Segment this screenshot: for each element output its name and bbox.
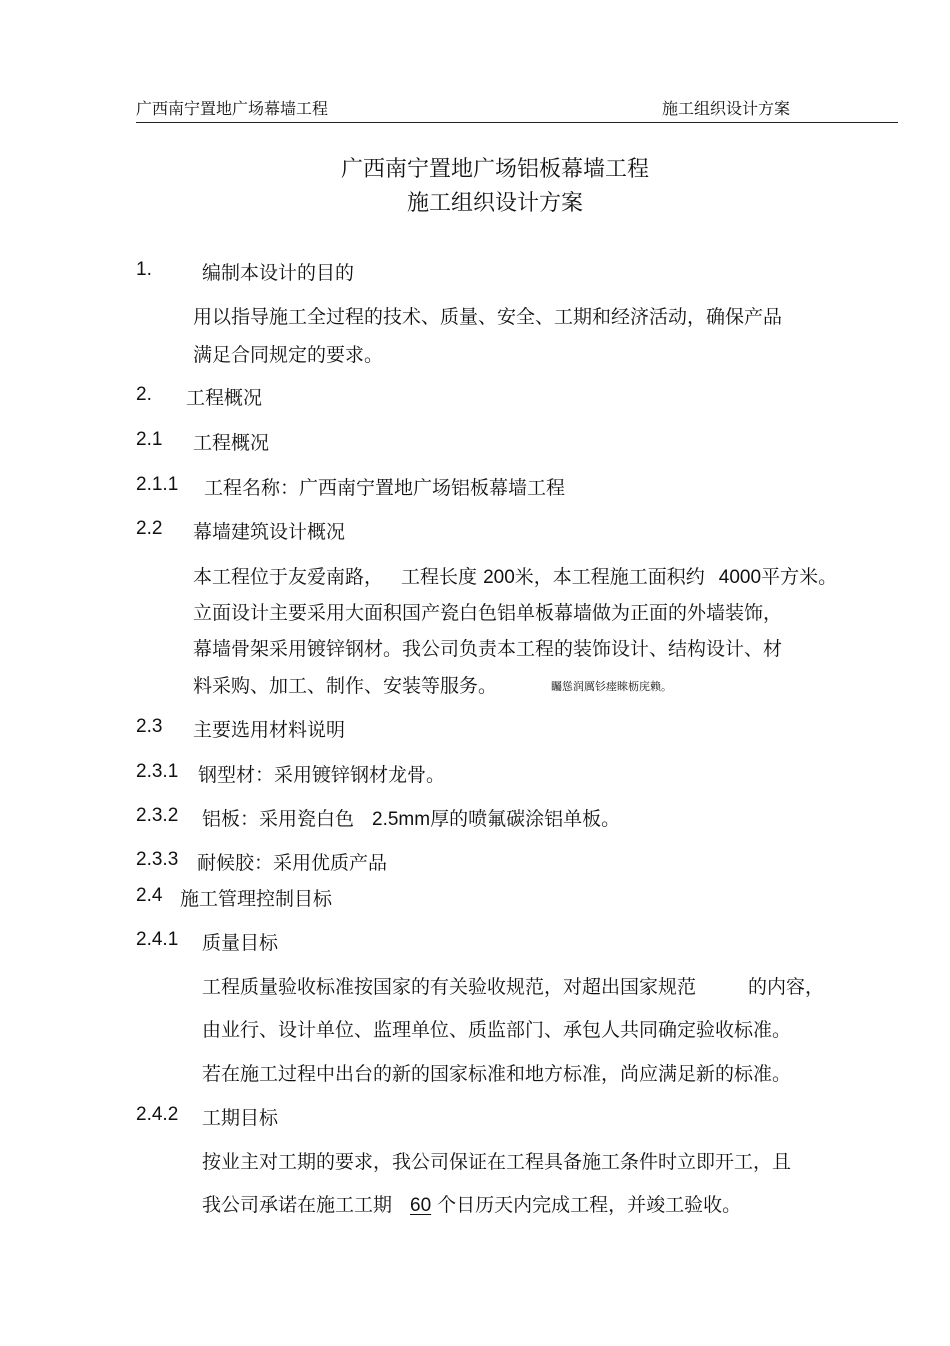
- section-2-number: 2.: [136, 384, 152, 405]
- section-2-3-2-number: 2.3.2: [136, 805, 179, 826]
- section-2-4-1-number: 2.4.1: [136, 929, 179, 950]
- section-2-2-body-line2: 立面设计主要采用大面积国产瓷白色铝单板幕墙做为正面的外墙装饰，: [193, 602, 783, 624]
- section-1-heading: 编制本设计的目的: [202, 262, 355, 284]
- area-value: 4000: [718, 567, 762, 588]
- garbled-small-text: 矚慫润厲钐瘗睞枥庑赖。: [551, 680, 672, 693]
- length-value: 200: [483, 567, 515, 588]
- section-2-3-3-number: 2.3.3: [136, 849, 179, 870]
- section-2-2-body-line1: [193, 562, 837, 589]
- section-2-2-heading: 幕墙建筑设计概况: [193, 521, 346, 543]
- section-2-2-body-line4: 料采购、加工、制作、安装等服务。: [193, 675, 498, 697]
- section-2-4-2-number: 2.4.2: [136, 1104, 179, 1125]
- section-2-3-heading: 主要选用材料说明: [193, 719, 346, 741]
- section-1-body-line2: 满足合同规定的要求。: [193, 344, 384, 366]
- section-2-1-heading: 工程概况: [193, 432, 270, 454]
- section-2-4-heading: 施工管理控制目标: [180, 888, 333, 910]
- quality-standard-end: 的内容，: [748, 976, 825, 998]
- section-1-number: 1.: [136, 259, 152, 280]
- section-2-4-2-body-line1: 按业主对工期的要求，我公司保证在工程具备施工条件时立即开工，且: [202, 1151, 792, 1173]
- section-2-4-1-heading: 质量目标: [202, 932, 279, 954]
- length-label: 工程长度: [401, 566, 478, 588]
- aluminum-desc: 厚的喷氟碳涂铝单板。: [430, 808, 621, 830]
- section-2-4-1-body-line1: [202, 972, 824, 999]
- section-2-4-2-body-line2: [202, 1190, 741, 1217]
- schedule-days-value: 60: [410, 1195, 432, 1216]
- header-rule: [136, 122, 898, 123]
- doc-title-line2: 施工组织设计方案: [406, 191, 583, 216]
- schedule-desc: 个日历天内完成工程，并竣工验收。: [437, 1194, 742, 1216]
- header-right: 施工组织设计方案: [662, 99, 791, 118]
- area-unit: 平方米。: [761, 566, 838, 588]
- section-2-4-1-body-line3: 若在施工过程中出台的新的国家标准和地方标准，尚应满足新的标准。: [202, 1063, 792, 1085]
- section-2-1-1-number: 2.1.1: [136, 474, 179, 495]
- section-1-body-line1: 用以指导施工全过程的技术、质量、安全、工期和经济活动，确保产品: [193, 306, 783, 328]
- section-2-3-number: 2.3: [136, 716, 163, 737]
- section-2-3-1-text: 钢型材：采用镀锌钢材龙骨。: [198, 764, 446, 786]
- section-2-4-number: 2.4: [136, 885, 163, 906]
- section-2-1-number: 2.1: [136, 429, 163, 450]
- section-2-4-1-body-line2: 由业行、设计单位、监理单位、质监部门、承包人共同确定验收标准。: [202, 1019, 792, 1041]
- aluminum-label: 铝板：采用瓷白色: [202, 808, 355, 830]
- quality-standard-text: 工程质量验收标准按国家的有关验收规范，对超出国家规范: [202, 976, 697, 998]
- doc-title-line1: 广西南宁置地广场铝板幕墙工程: [340, 157, 649, 182]
- area-label: 米，本工程施工面积约: [514, 566, 705, 588]
- section-2-2-number: 2.2: [136, 518, 163, 539]
- section-2-3-3-text: 耐候胶：采用优质产品: [197, 852, 388, 874]
- section-2-3-1-number: 2.3.1: [136, 761, 179, 782]
- section-2-4-2-heading: 工期目标: [202, 1107, 279, 1129]
- section-2-2-body-line3: 幕墙骨架采用镀锌钢材。我公司负责本工程的装饰设计、结构设计、材: [193, 638, 783, 660]
- section-2-1-1-text: 工程名称：广西南宁置地广场铝板幕墙工程: [204, 477, 566, 499]
- location-text: 本工程位于友爱南路，: [193, 566, 384, 588]
- thickness-value: 2.5mm: [372, 809, 431, 830]
- section-2-3-2-text: [202, 804, 620, 831]
- section-2-heading: 工程概况: [186, 387, 263, 409]
- schedule-label: 我公司承诺在施工工期: [202, 1194, 393, 1216]
- header-left: 广西南宁置地广场幕墙工程: [136, 99, 329, 118]
